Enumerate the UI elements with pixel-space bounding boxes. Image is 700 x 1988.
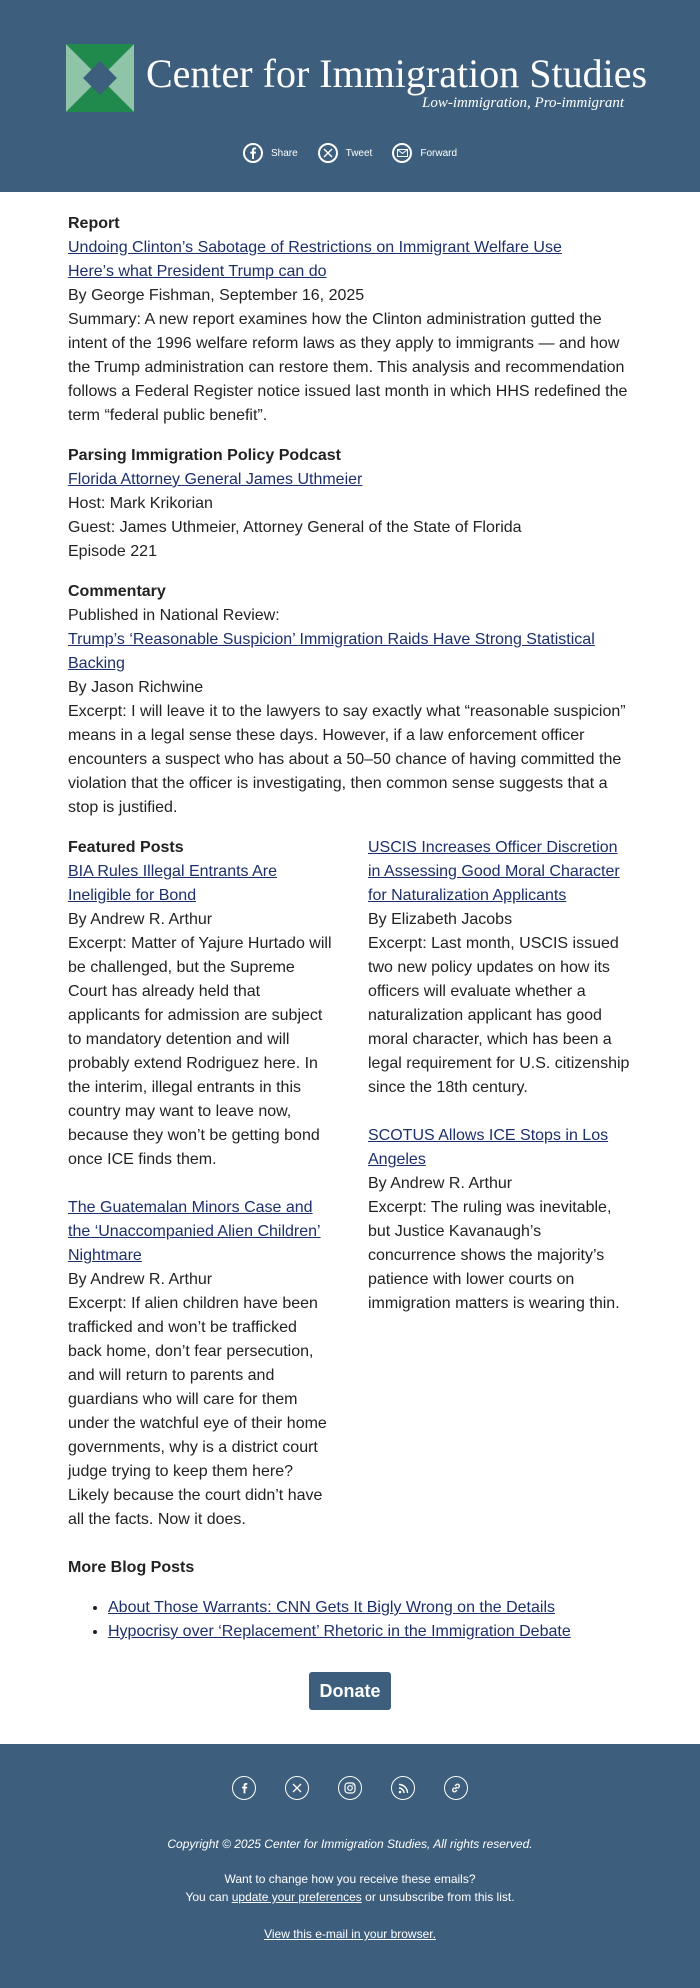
more-blog-heading: More Blog Posts: [68, 1559, 195, 1576]
featured-post: [368, 836, 632, 1100]
featured-post-byline: By Andrew R. Arthur: [68, 1271, 213, 1288]
featured-post: [68, 1196, 332, 1532]
featured-post-link[interactable]: SCOTUS Allows ICE Stops in Los Angeles: [368, 1127, 609, 1168]
share-facebook-button[interactable]: [243, 143, 298, 163]
featured-post-excerpt: Excerpt: If alien children have been trafficked and won’t be trafficked back home, don’t fear persecution, and will return to parents and guardians who will care for them under the watchful eye of their home governments, why is a district court judge trying to keep them here? Likely because the court didn’t have all the facts. Now it does.: [68, 1295, 327, 1528]
tweet-label: Tweet: [345, 147, 373, 159]
featured-posts: [68, 836, 632, 1556]
forward-email-button[interactable]: [392, 143, 457, 163]
featured-post-byline: By Elizabeth Jacobs: [368, 911, 513, 928]
featured-post-byline: By Andrew R. Arthur: [368, 1175, 513, 1192]
report-title-link[interactable]: Undoing Clinton’s Sabotage of Restrictions on Immigrant Welfare Use: [68, 239, 562, 256]
facebook-icon: [243, 143, 263, 163]
list-item: [108, 1596, 632, 1620]
view-in-browser-link[interactable]: View this e-mail in your browser.: [264, 1927, 436, 1941]
featured-post: [368, 1124, 632, 1316]
facebook-icon[interactable]: [232, 1776, 256, 1800]
copyright-text: [0, 1836, 700, 1852]
link-icon[interactable]: [444, 1776, 468, 1800]
copyright-org: Center for Immigration Studies, All rights reserved.: [264, 1837, 533, 1851]
email-icon: [392, 143, 412, 163]
x-icon[interactable]: [285, 1776, 309, 1800]
x-icon: [318, 143, 338, 163]
list-item: [108, 1620, 632, 1644]
logo[interactable]: [64, 42, 648, 114]
email-body: [0, 192, 700, 1712]
podcast-heading: Parsing Immigration Policy Podcast: [68, 447, 341, 464]
featured-post-link[interactable]: BIA Rules Illegal Entrants Are Ineligible for Bond: [68, 863, 277, 904]
email-footer: [0, 1744, 700, 1988]
commentary-published: Published in National Review:: [68, 607, 280, 624]
commentary-title-link[interactable]: Trump’s ‘Reasonable Suspicion’ Immigration Raids Have Strong Statistical Backing: [68, 631, 595, 672]
cis-logo-icon: [66, 44, 134, 112]
share-x-button[interactable]: [318, 143, 373, 163]
commentary-heading: Commentary: [68, 583, 166, 600]
logo-tagline: Low-immigration, Pro-immigrant: [422, 95, 624, 111]
report-summary: Summary: A new report examines how the Clinton administration gutted the intent of the 1996 welfare reform laws as they apply to immigrants — and how the Trump administration can restore them. This analysis and recommendation follows a Federal Register notice issued last month in which HHS redefined the term “federal public benefit”.: [68, 311, 628, 424]
email-header: [0, 0, 700, 192]
you-can-text: You can: [185, 1890, 232, 1904]
featured-heading: Featured Posts: [68, 839, 184, 856]
view-in-browser: [0, 1926, 700, 1942]
podcast-guest: Guest: James Uthmeier, Attorney General of the State of Florida: [68, 519, 522, 536]
preferences-text: [0, 1870, 700, 1906]
featured-post: [68, 860, 332, 1172]
commentary-byline: By Jason Richwine: [68, 679, 204, 696]
featured-post-byline: By Andrew R. Arthur: [68, 911, 213, 928]
share-label: Share: [270, 147, 298, 159]
podcast-title-link[interactable]: Florida Attorney General James Uthmeier: [68, 471, 363, 488]
share-bar: [0, 143, 700, 163]
donate-container: [68, 1672, 632, 1712]
social-links: [0, 1776, 700, 1800]
copyright-prefix: Copyright © 2025: [167, 1837, 265, 1851]
logo-title: Center for Immigration Studies: [146, 51, 648, 96]
featured-post-link[interactable]: USCIS Increases Officer Discretion in Assessing Good Moral Character for Naturalization Applicants: [368, 839, 620, 904]
featured-right-column: [368, 836, 632, 1556]
report-heading: Report: [68, 215, 120, 232]
report-section: [68, 212, 632, 428]
podcast-episode: Episode 221: [68, 543, 157, 560]
report-subtitle-link[interactable]: Here’s what President Trump can do: [68, 263, 327, 280]
featured-left-column: [68, 836, 332, 1556]
podcast-host: Host: Mark Krikorian: [68, 495, 213, 512]
change-emails-question: Want to change how you receive these emails?: [224, 1872, 476, 1886]
featured-post-excerpt: Excerpt: Last month, USCIS issued two new policy updates on how its officers will evaluate whether a naturalization applicant has good moral character, which has been a legal requirement for U.S. citizenship since the 18th century.: [368, 935, 630, 1096]
featured-post-link[interactable]: The Guatemalan Minors Case and the ‘Unaccompanied Alien Children’ Nightmare: [68, 1199, 321, 1264]
rss-icon[interactable]: [391, 1776, 415, 1800]
unsubscribe-text: or unsubscribe from this list.: [361, 1890, 515, 1904]
featured-post-excerpt: Excerpt: The ruling was inevitable, but Justice Kavanaugh’s concurrence shows the majority’s patience with lower courts on immigration matters is wearing thin.: [368, 1199, 620, 1312]
blog-post-link[interactable]: Hypocrisy over ‘Replacement’ Rhetoric in the Immigration Debate: [108, 1623, 571, 1640]
more-blog-list: [68, 1596, 632, 1644]
donate-button[interactable]: Donate: [309, 1672, 390, 1710]
update-preferences-link[interactable]: update your preferences: [231, 1890, 362, 1904]
instagram-icon[interactable]: [338, 1776, 362, 1800]
podcast-section: [68, 444, 632, 564]
report-byline: By George Fishman, September 16, 2025: [68, 287, 365, 304]
forward-label: Forward: [420, 147, 458, 159]
commentary-excerpt: Excerpt: I will leave it to the lawyers to say exactly what “reasonable suspicion” means in a legal sense these days. However, if a law enforcement officer encounters a suspect who has about a 50–50 chance of having committed the violation that the officer is investigating, then common sense suggests that a stop is justified.: [68, 703, 626, 816]
commentary-section: [68, 580, 632, 820]
more-blog-section: [68, 1556, 632, 1644]
blog-post-link[interactable]: About Those Warrants: CNN Gets It Bigly Wrong on the Details: [108, 1599, 555, 1616]
featured-post-excerpt: Excerpt: Matter of Yajure Hurtado will be challenged, but the Supreme Court has already held that applicants for admission are subject to mandatory detention and will probably extend Rodriguez here. In the interim, illegal entrants in this country may want to leave now, because they won’t be getting bond once ICE finds them.: [68, 935, 332, 1168]
